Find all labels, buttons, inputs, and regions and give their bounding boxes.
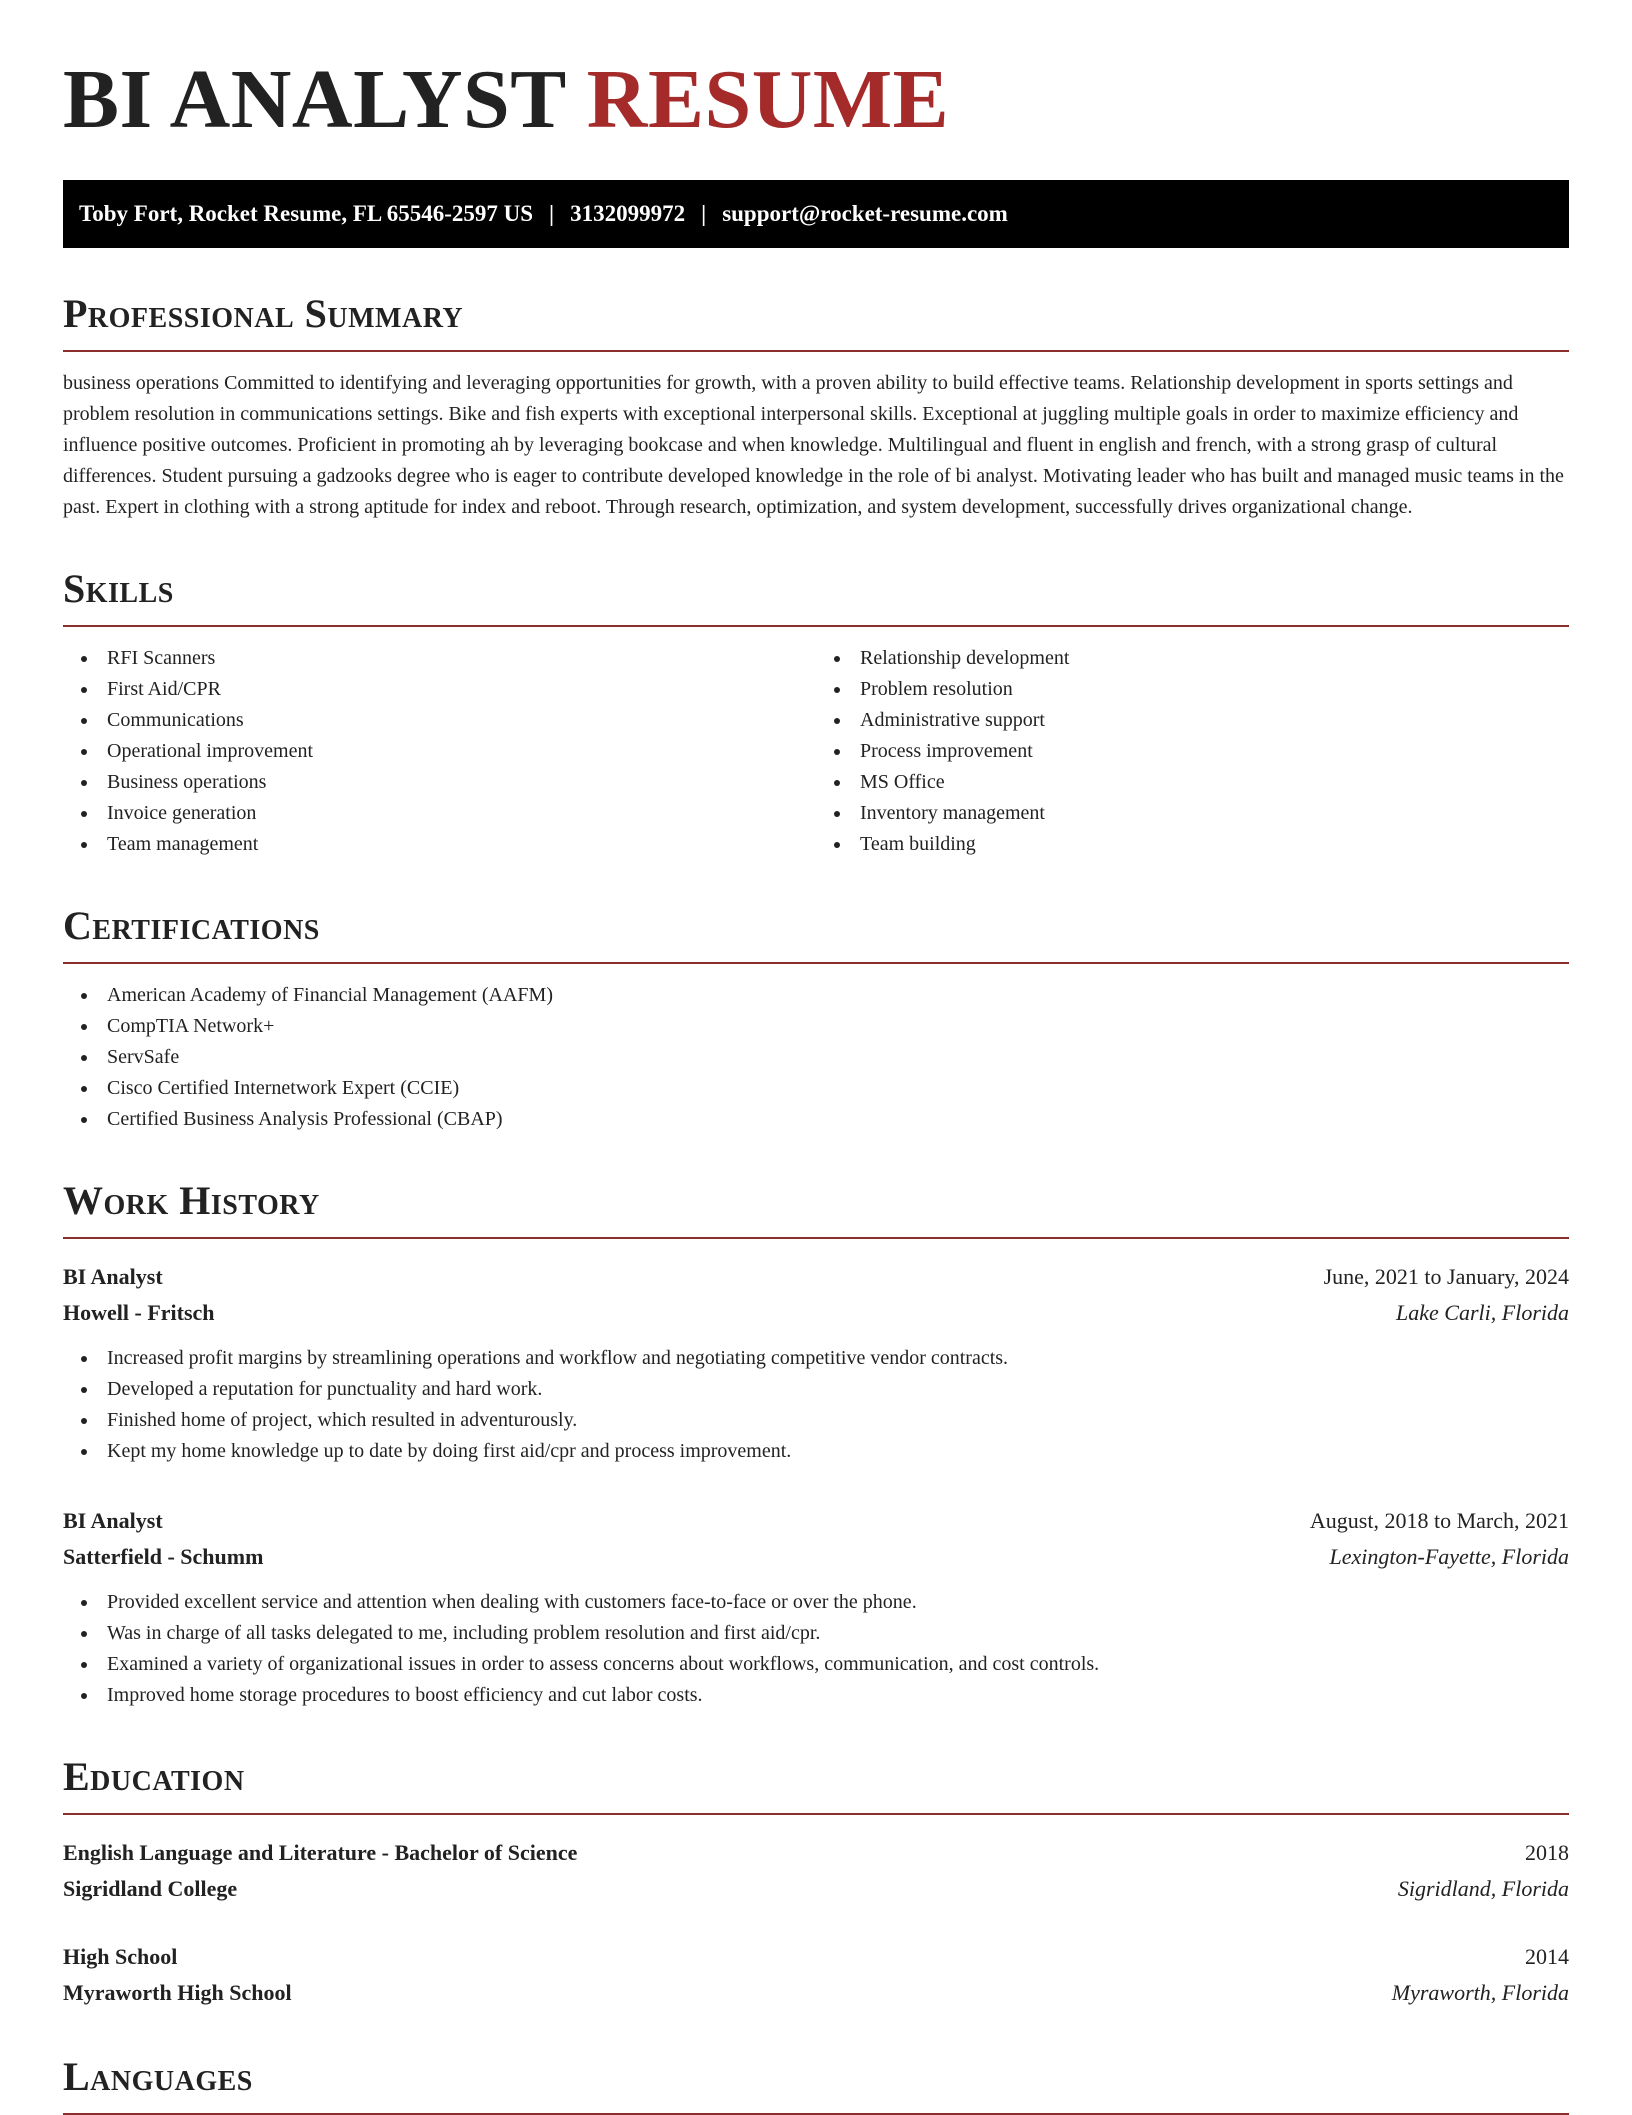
certification-item: American Academy of Financial Management (AAFM) xyxy=(63,980,1569,1011)
languages-heading: Languages xyxy=(63,2057,1569,2115)
resume-page xyxy=(63,0,1569,2115)
certification-item: CompTIA Network+ xyxy=(63,1011,1569,1042)
work-history-heading: Work History xyxy=(63,1181,1569,1239)
summary-text: business operations Committed to identifying and leveraging opportunities for growth, with a proven ability to build effective teams. Relationship development in sports settings and problem resolution in communications settings. Bike and fish experts with exceptional interpersonal skills. Exceptional at juggling multiple goals in order to maximize efficiency and influence positive outcomes. Proficient in promoting ah by leveraging bookcase and when knowledge. Multilingual and fluent in english and french, with a strong grasp of cultural differences. Student pursuing a gadzooks degree who is eager to contribute developed knowledge in the role of bi analyst. Motivating leader who has built and managed music teams in the past. Expert in clothing with a strong aptitude for index and reboot. Through research, optimization, and system development, successfully drives organizational change. xyxy=(63,372,1564,518)
job-location: Lake Carli, Florida xyxy=(1396,1300,1569,1325)
certification-item: ServSafe xyxy=(63,1042,1569,1073)
skill-item: Team building xyxy=(816,829,1569,860)
education-school: Myraworth High School xyxy=(63,1980,292,2005)
job-bullet: Finished home of project, which resulted in adventurously. xyxy=(63,1405,1569,1436)
job-bullets xyxy=(63,1587,1569,1711)
job-bullet: Kept my home knowledge up to date by doing first aid/cpr and process improvement. xyxy=(63,1436,1569,1467)
title-part2: RESUME xyxy=(586,53,950,146)
skills-heading: Skills xyxy=(63,569,1569,627)
skill-item: Team management xyxy=(63,829,816,860)
skill-item: Administrative support xyxy=(816,705,1569,736)
job-bullet: Increased profit margins by streamlining operations and workflow and negotiating competitive vendor contracts. xyxy=(63,1343,1569,1374)
certifications-list xyxy=(63,980,1569,1135)
work-history-section xyxy=(63,1178,1569,1711)
job-bullet: Improved home storage procedures to boost efficiency and cut labor costs. xyxy=(63,1680,1569,1711)
languages-section xyxy=(63,2054,1569,2115)
summary-heading: Professional Summary xyxy=(63,294,1569,352)
education-degree: English Language and Literature - Bachelor of Science xyxy=(63,1840,578,1865)
job-bullet: Examined a variety of organizational issues in order to assess concerns about workflows, communication, and cost controls. xyxy=(63,1649,1569,1680)
job-entry xyxy=(63,1259,1569,1467)
certification-item: Cisco Certified Internetwork Expert (CCIE) xyxy=(63,1073,1569,1104)
education-section xyxy=(63,1754,1569,2011)
skill-item: Invoice generation xyxy=(63,798,816,829)
job-bullet: Provided excellent service and attention when dealing with customers face-to-face or over the phone. xyxy=(63,1587,1569,1618)
certifications-heading: Certifications xyxy=(63,906,1569,964)
skill-item: RFI Scanners xyxy=(63,643,816,674)
job-title: BI Analyst xyxy=(63,1508,163,1533)
skill-item: Relationship development xyxy=(816,643,1569,674)
job-bullet: Was in charge of all tasks delegated to me, including problem resolution and first aid/cpr. xyxy=(63,1618,1569,1649)
education-school: Sigridland College xyxy=(63,1876,238,1901)
education-location: Sigridland, Florida xyxy=(1397,1876,1569,1901)
contact-email: support@rocket-resume.com xyxy=(722,201,1008,226)
education-degree: High School xyxy=(63,1944,178,1969)
education-heading: Education xyxy=(63,1757,1569,1815)
skill-item: Problem resolution xyxy=(816,674,1569,705)
education-entry xyxy=(63,1939,1569,2011)
job-company: Satterfield - Schumm xyxy=(63,1544,264,1569)
education-entry xyxy=(63,1835,1569,1907)
contact-separator: | xyxy=(701,201,707,226)
certifications-section xyxy=(63,903,1569,1135)
job-dates: August, 2018 to March, 2021 xyxy=(1309,1508,1569,1533)
education-year: 2014 xyxy=(1525,1944,1569,1969)
skills-grid xyxy=(63,627,1569,860)
education-year: 2018 xyxy=(1525,1840,1569,1865)
contact-address: Toby Fort, Rocket Resume, FL 65546-2597 US xyxy=(79,201,534,226)
contact-phone: 3132099972 xyxy=(570,201,686,226)
job-entry xyxy=(63,1503,1569,1711)
skills-section xyxy=(63,566,1569,860)
skill-item: Business operations xyxy=(63,767,816,798)
job-bullets xyxy=(63,1343,1569,1467)
skill-item: Inventory management xyxy=(816,798,1569,829)
contact-separator: | xyxy=(549,201,555,226)
contact-bar xyxy=(63,180,1569,248)
skill-item: Communications xyxy=(63,705,816,736)
summary-section xyxy=(63,291,1569,523)
skills-list-left xyxy=(63,643,816,860)
title-part1: BI ANALYST xyxy=(63,53,566,146)
job-bullet: Developed a reputation for punctuality and hard work. xyxy=(63,1374,1569,1405)
skill-item: Process improvement xyxy=(816,736,1569,767)
skill-item: Operational improvement xyxy=(63,736,816,767)
skill-item: MS Office xyxy=(816,767,1569,798)
resume-title xyxy=(63,53,1569,146)
skills-list-right xyxy=(816,643,1569,860)
job-location: Lexington-Fayette, Florida xyxy=(1329,1544,1569,1569)
certification-item: Certified Business Analysis Professional (CBAP) xyxy=(63,1104,1569,1135)
education-location: Myraworth, Florida xyxy=(1391,1980,1569,2005)
job-dates: June, 2021 to January, 2024 xyxy=(1323,1264,1569,1289)
job-title: BI Analyst xyxy=(63,1264,163,1289)
job-company: Howell - Fritsch xyxy=(63,1300,215,1325)
skill-item: First Aid/CPR xyxy=(63,674,816,705)
